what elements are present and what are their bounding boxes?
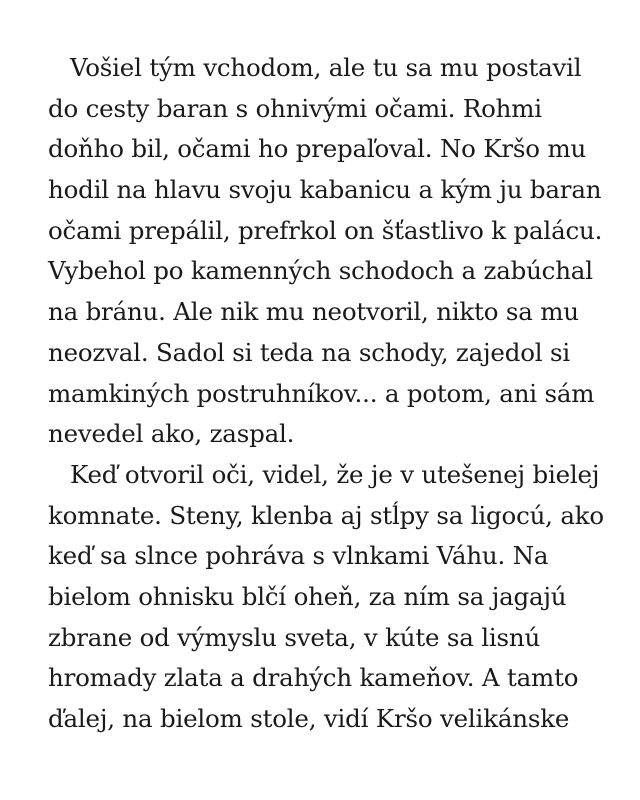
paragraph-1 <box>48 48 608 455</box>
text-line: hromady zlata a drahých kameňov. A tamto <box>48 663 579 693</box>
text-line: do cesty baran s ohnivými očami. Rohmi <box>48 93 542 123</box>
text-line: na bránu. Ale nik mu neotvoril, nikto sa mu <box>48 297 579 327</box>
paragraph-2 <box>48 455 608 740</box>
text-line: doňho bil, očami ho prepaľoval. No Kršo mu <box>48 134 587 164</box>
text-line: zbrane od výmyslu sveta, v kúte sa lisnú <box>48 622 541 652</box>
text-line: hodil na hlavu svoju kabanicu a kým ju baran <box>48 175 602 205</box>
text-line: Vybehol po kamenných schodoch a zabúchal <box>48 256 593 286</box>
text-line: keď sa slnce pohráva s vlnkami Váhu. Na <box>48 541 549 571</box>
text-line: bielom ohnisku blčí oheň, za ním sa jagajú <box>48 581 567 611</box>
text-line: nevedel ako, zaspal. <box>48 419 295 449</box>
text-line: očami prepálil, prefrkol on šťastlivo k palácu. <box>48 215 603 245</box>
text-line: ďalej, na bielom stole, vidí Kršo velikánske <box>48 704 570 733</box>
text-line: Vošiel tým vchodom, ale tu sa mu postavil <box>70 53 582 82</box>
page-text <box>48 48 608 740</box>
text-line: mamkiných postruhníkov... a potom, ani sám <box>48 378 595 408</box>
text-line: neozval. Sadol si teda na schody, zajedol si <box>48 337 570 367</box>
text-line: Keď otvoril oči, videl, že je v utešenej bielej <box>70 459 600 489</box>
text-line: komnate. Steny, klenba aj stĺpy sa ligocú, ako <box>48 500 604 530</box>
